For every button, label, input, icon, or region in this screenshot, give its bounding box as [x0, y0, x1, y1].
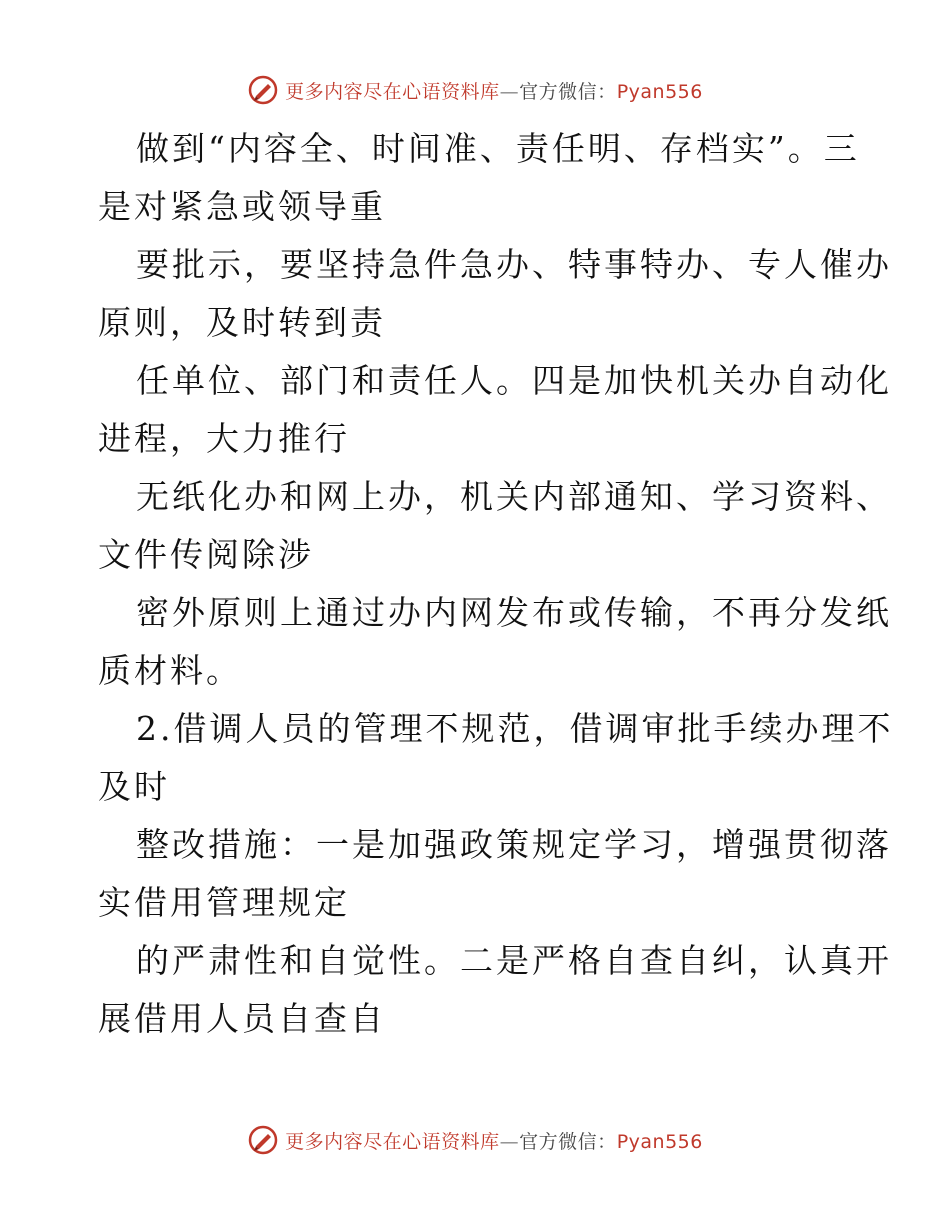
header-banner: [0, 70, 950, 110]
footer-banner: [0, 1120, 950, 1160]
banner-wechat-label: 官方微信：: [519, 80, 617, 103]
body-line: 密外原则上通过办内网发布或传输，不再分发纸: [136, 593, 892, 632]
body-line: 展借用人员自查自: [98, 999, 386, 1038]
banner-separator: —: [499, 80, 520, 103]
body-line: 做到“内容全、时间准、责任明、存档实”。三: [136, 129, 860, 168]
body-line: 及时: [98, 767, 170, 806]
body-line: 要批示，要坚持急件急办、特事特办、专人催办: [136, 245, 892, 284]
body-line: 整改措施：一是加强政策规定学习，增强贯彻落: [136, 825, 892, 864]
banner-wechat-label: 官方微信：: [519, 1130, 617, 1153]
body-line: 是对紧急或领导重: [98, 187, 386, 226]
body-line: 文件传阅除涉: [98, 535, 314, 574]
body-line: 实借用管理规定: [98, 883, 350, 922]
banner-separator: —: [499, 1130, 520, 1153]
body-line: 的严肃性和自觉性。二是严格自查自纠，认真开: [136, 941, 892, 980]
banner-wechat-id: Pyan556: [616, 1130, 703, 1153]
body-line: 2.借调人员的管理不规范，借调审批手续办理不: [136, 709, 894, 748]
banner-text: [285, 77, 703, 104]
body-line: 无纸化办和网上办，机关内部通知、学习资料、: [136, 477, 892, 516]
body-line: 进程，大力推行: [98, 419, 350, 458]
banner-text: [285, 1127, 703, 1154]
banner-main-text: 更多内容尽在心语资料库: [285, 1130, 500, 1153]
pen-logo-icon: [247, 74, 279, 106]
body-line: 任单位、部门和责任人。四是加快机关办自动化: [136, 361, 892, 400]
document-body: [98, 120, 894, 1048]
body-line: 质材料。: [98, 651, 242, 690]
banner-wechat-id: Pyan556: [616, 80, 703, 103]
banner-main-text: 更多内容尽在心语资料库: [285, 80, 500, 103]
pen-logo-icon: [247, 1124, 279, 1156]
body-line: 原则，及时转到责: [98, 303, 386, 342]
